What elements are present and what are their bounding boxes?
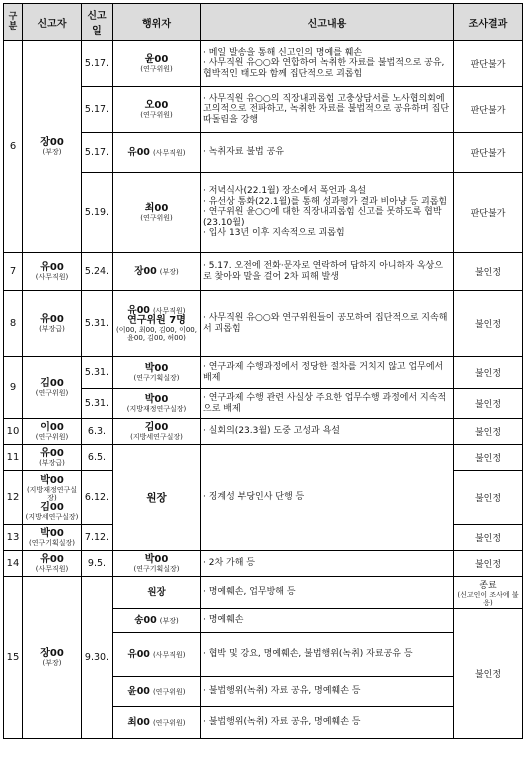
report-content (201, 357, 454, 389)
actor-role: (부장) (159, 616, 179, 625)
content-text: · 연구과제 수행 관련 사실상 주요한 업무수행 과정에서 지속적으로 배제 (203, 393, 447, 414)
reporter-role: (연구위원) (35, 433, 69, 441)
content-text: · 2차 가해 등 (203, 558, 255, 569)
content-text: · 녹취자료 불법 공유 (203, 147, 284, 158)
reporter-name: 이00 (40, 422, 64, 433)
reporter-role: (부장급) (39, 459, 65, 467)
row-number: 7 (4, 253, 23, 291)
reporter-cell (23, 445, 82, 471)
actor-cell (113, 87, 201, 133)
reporter-role: (연구기획실장) (28, 539, 76, 547)
report-date: 5.17. (82, 133, 113, 173)
reporter-name: 장00 (40, 137, 64, 148)
incident-table-wrapper (3, 3, 523, 739)
reporter-cell (23, 551, 82, 577)
actor-role: (지방재정연구실장) (126, 404, 187, 413)
investigation-result: 불인정 (454, 525, 523, 551)
actor-name: 박00 (144, 553, 169, 565)
result-status: 종료 (479, 581, 497, 591)
actor-role: (지방세연구실장) (130, 432, 183, 441)
actor-role: (연구위원) (140, 64, 173, 73)
actor-cell (113, 551, 201, 577)
incident-report-table (3, 3, 523, 739)
actor-name: 오00 (144, 99, 169, 111)
content-text: · 징계성 부당인사 단행 등 (203, 492, 305, 503)
actor-cell: 원장 (113, 445, 201, 551)
actor-cell (113, 677, 201, 707)
content-text: · 불법행위(녹취) 자료 공유, 명예훼손 등 (203, 717, 361, 728)
result-note: (신고인이 조사에 불응) (457, 591, 519, 607)
reporter-role: (사무직원) (35, 273, 69, 281)
row-number: 12 (4, 471, 23, 525)
report-date: 5.17. (82, 87, 113, 133)
report-content (201, 633, 454, 677)
header-row (4, 4, 523, 41)
actor-role: (연구위원) (140, 213, 173, 222)
investigation-result: 불인정 (454, 471, 523, 525)
actor-name: 박00 (144, 362, 169, 374)
reporter-role: (연구위원) (35, 389, 69, 397)
row-number: 8 (4, 291, 23, 357)
reporter-cell (23, 291, 82, 357)
content-text: · 5.17. 오전에 전화·문자로 연락하여 답하지 아니하자 옥상으로 찾아와 말을 걸어 2차 피해 발생 (203, 261, 443, 282)
investigation-result: 불인정 (454, 445, 523, 471)
actor-role: (연구위원) (152, 687, 186, 696)
report-content (201, 389, 454, 419)
table-row (4, 133, 523, 173)
report-content (201, 41, 454, 87)
header-reporter: 신고자 (23, 4, 82, 41)
reporter-role: (부장급) (39, 325, 65, 333)
table-row (4, 551, 523, 577)
investigation-result: 판단불가 (454, 173, 523, 253)
investigation-result: 판단불가 (454, 87, 523, 133)
reporter-role: (부장) (42, 148, 62, 156)
actor-name: 최00 (127, 716, 150, 728)
table-row (4, 87, 523, 133)
content-text: · 메일 발송을 통해 신고인의 명예를 훼손 · 사무직원 유○○와 연합하여 녹취한 자료를 불법적으로 공유, 협박적인 태도와 함께 집단적으로 괴롭힘 (203, 47, 445, 79)
report-date: 5.31. (82, 291, 113, 357)
actor-role: (사무직원) (152, 306, 186, 315)
header-category: 구 분 (4, 4, 23, 41)
reporter-cell (23, 357, 82, 419)
investigation-result: 불인정 (454, 357, 523, 389)
reporter-role: (사무직원) (35, 565, 69, 573)
actor-role: (연구기획실장) (133, 564, 180, 573)
row-number: 9 (4, 357, 23, 419)
reporter-name: 박00 (40, 528, 64, 539)
reporter-cell (23, 419, 82, 445)
report-content (201, 419, 454, 445)
content-text: · 명예훼손, 업무방해 등 (203, 587, 296, 598)
reporter-cell (23, 525, 82, 551)
reporter-name: 김00 (40, 378, 64, 389)
actor-role: (사무직원) (152, 148, 186, 157)
report-content (201, 707, 454, 739)
report-date: 9.30. (82, 577, 113, 739)
table-row (4, 445, 523, 471)
report-date: 5.19. (82, 173, 113, 253)
actor-name: 유00 (127, 146, 150, 158)
content-text: · 협박 및 강요, 명예훼손, 불법행위(녹취) 자료공유 등 (203, 649, 413, 660)
content-text: · 실회의(23.3월) 도중 고성과 욕설 (203, 426, 341, 437)
actor-cell (113, 419, 201, 445)
actor-cell (113, 609, 201, 633)
actor-group-members: (이00, 최00, 김00, 이00, 윤00, 김00, 허00) (116, 325, 197, 342)
row-number: 14 (4, 551, 23, 577)
report-date: 6.12. (82, 471, 113, 525)
reporter-cell (23, 253, 82, 291)
reporter-role: (지방세연구실장) (25, 512, 79, 521)
row-number: 15 (4, 577, 23, 739)
actor-cell (113, 633, 201, 677)
actor-name: 유00 (127, 648, 150, 660)
table-row (4, 253, 523, 291)
content-text: · 저녁식사(22.1월) 장소에서 폭언과 욕설 · 유선상 통화(22.1월)를 통해 성과평가 결과 비아냥 등 괴롭힘 · 연구위원 윤○○에 대한 직장내괴롭힘 신고를 못하도록 협박(23.10월) · 입사 13년 이후 지속적으로 괴롭힘 (203, 186, 448, 239)
table-row (4, 419, 523, 445)
table-row (4, 291, 523, 357)
actor-cell (113, 357, 201, 389)
actor-role: (부장) (159, 267, 179, 276)
report-date: 5.31. (82, 357, 113, 389)
header-report-date: 신고일 (82, 4, 113, 41)
content-text: · 명예훼손 (203, 615, 244, 626)
report-date: 5.17. (82, 41, 113, 87)
header-investigation-result: 조사결과 (454, 4, 523, 41)
actor-name: 윤00 (127, 685, 150, 697)
actor-name: 장00 (134, 265, 157, 277)
table-row (4, 577, 523, 609)
reporter-name: 유00 (40, 314, 64, 325)
actor-name: 최00 (144, 202, 169, 214)
report-date: 7.12. (82, 525, 113, 551)
report-content (201, 291, 454, 357)
actor-role: (사무직원) (152, 650, 186, 659)
table-row (4, 173, 523, 253)
report-content (201, 133, 454, 173)
report-content (201, 87, 454, 133)
investigation-result: 불인정 (454, 419, 523, 445)
report-content (201, 551, 454, 577)
reporter-role: (지방재정연구실장) (26, 485, 78, 502)
report-content (201, 253, 454, 291)
actor-cell (113, 133, 201, 173)
reporter-name: 박00 (40, 474, 64, 486)
actor-name: 유00 (127, 304, 150, 316)
actor-cell (113, 41, 201, 87)
actor-cell (113, 707, 201, 739)
header-report-content: 신고내용 (201, 4, 454, 41)
actor-name: 윤00 (144, 53, 169, 65)
content-text: · 사무직원 유○○의 직장내괴롭힘 고충상담서를 노사협의회에 고의적으로 전파하고, 녹취한 자료를 불법적으로 공유하며 집단 따돌림을 강행 (203, 93, 450, 125)
reporter-name: 유00 (40, 448, 64, 459)
actor-name: 송00 (134, 614, 157, 626)
actor-group-label: 연구위원 7명 (127, 314, 186, 326)
report-date: 9.5. (82, 551, 113, 577)
table-row (4, 357, 523, 389)
row-number: 6 (4, 41, 23, 253)
content-text: · 불법행위(녹취) 자료 공유, 명예훼손 등 (203, 686, 361, 697)
report-content (201, 173, 454, 253)
reporter-cell (23, 41, 82, 253)
row-number: 13 (4, 525, 23, 551)
actor-cell (113, 253, 201, 291)
reporter-name: 장00 (40, 648, 64, 659)
actor-name: 박00 (144, 393, 169, 405)
investigation-result: 불인정 (454, 551, 523, 577)
actor-cell (113, 173, 201, 253)
report-date: 5.31. (82, 389, 113, 419)
investigation-result: 판단불가 (454, 133, 523, 173)
investigation-result (454, 577, 523, 609)
actor-name: 김00 (144, 421, 169, 433)
header-actor: 행위자 (113, 4, 201, 41)
investigation-result: 불인정 (454, 609, 523, 739)
actor-cell (113, 389, 201, 419)
reporter-name: 유00 (40, 262, 64, 273)
reporter-name: 김00 (40, 501, 64, 513)
investigation-result: 불인정 (454, 291, 523, 357)
content-text: · 연구과제 수행과정에서 정당한 절차를 거치지 않고 업무에서 배제 (203, 362, 444, 383)
actor-cell: 원장 (113, 577, 201, 609)
actor-role: (연구위원) (152, 718, 186, 727)
table-row (4, 41, 523, 87)
investigation-result: 불인정 (454, 253, 523, 291)
actor-role: (연구기획실장) (133, 373, 180, 382)
actor-role: (연구위원) (140, 110, 173, 119)
row-number: 10 (4, 419, 23, 445)
reporter-name: 유00 (40, 554, 64, 565)
reporter-cell (23, 577, 82, 739)
investigation-result: 불인정 (454, 389, 523, 419)
reporter-cell (23, 471, 82, 525)
report-content (201, 677, 454, 707)
report-content (201, 445, 454, 551)
investigation-result: 판단불가 (454, 41, 523, 87)
content-text: · 사무직원 유○○와 연구위원들이 공모하여 집단적으로 지속해서 괴롭힘 (203, 313, 448, 334)
actor-cell (113, 291, 201, 357)
report-date: 5.24. (82, 253, 113, 291)
table-row (4, 389, 523, 419)
report-date: 6.5. (82, 445, 113, 471)
report-content (201, 609, 454, 633)
report-content (201, 577, 454, 609)
row-number: 11 (4, 445, 23, 471)
report-date: 6.3. (82, 419, 113, 445)
reporter-role: (부장) (42, 659, 62, 667)
